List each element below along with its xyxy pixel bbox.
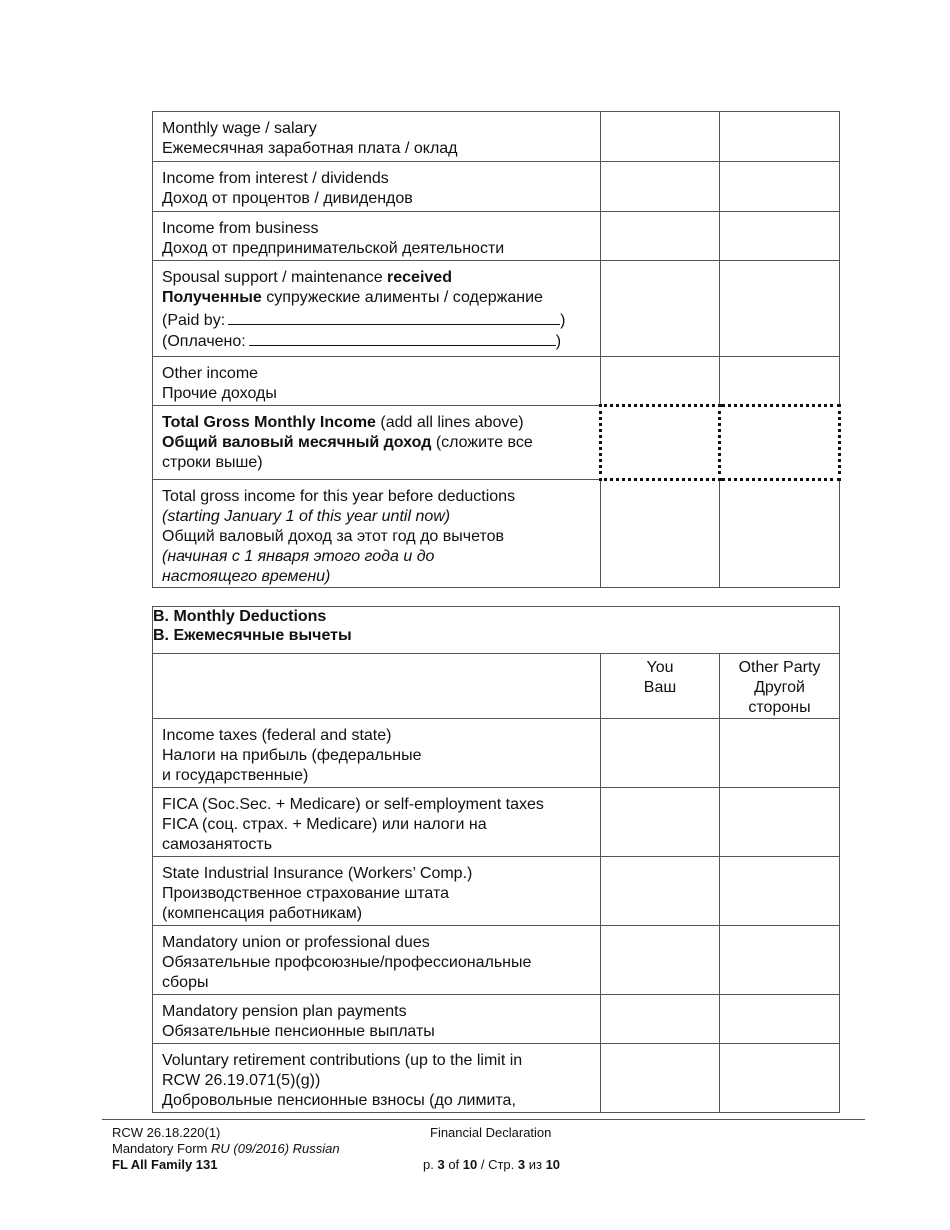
label-ru: Прочие доходы (162, 385, 277, 402)
label-en: Income from business (162, 220, 319, 237)
other-party-amount-cell[interactable] (720, 719, 840, 788)
label-en-bold: received (387, 269, 452, 286)
label-line: Voluntary retirement contributions (up to the limit in (162, 1052, 523, 1069)
table-row (153, 926, 840, 995)
other-party-amount-cell[interactable] (720, 926, 840, 995)
table-row (153, 480, 840, 588)
label-ru-cont: строки выше) (162, 454, 263, 471)
footer-divider (102, 1119, 865, 1120)
you-total-cell[interactable] (601, 406, 720, 480)
label-line: Mandatory pension plan payments (162, 1003, 407, 1020)
paid-by-field[interactable] (228, 310, 560, 325)
label-ru-bold: Полученные (162, 289, 262, 306)
col-you-en: You (646, 659, 674, 676)
table-row (153, 162, 840, 212)
row-label (153, 162, 601, 212)
other-party-amount-cell[interactable] (720, 995, 840, 1044)
row-label (153, 1044, 601, 1113)
footer-form-version: RU (09/2016) Russian (210, 1141, 340, 1156)
label-en: Monthly wage / salary (162, 120, 317, 137)
table-row-total (153, 406, 840, 480)
blank-header-cell (153, 654, 601, 719)
label-line: сборы (162, 974, 209, 991)
label-line: Обязательные пенсионные выплаты (162, 1023, 435, 1040)
row-label (153, 112, 601, 162)
row-label (153, 212, 601, 261)
you-amount-cell[interactable] (601, 162, 720, 212)
you-amount-cell[interactable] (601, 719, 720, 788)
label-ru-italic: (начиная с 1 января этого года и до (162, 548, 435, 565)
other-party-total-cell[interactable] (720, 406, 840, 480)
income-table (152, 111, 841, 588)
table-row (153, 857, 840, 926)
table-row (153, 1044, 840, 1113)
table-row (153, 719, 840, 788)
col-you-ru: Ваш (643, 679, 677, 696)
you-amount-cell[interactable] (601, 480, 720, 588)
col-header-other-party (720, 654, 840, 719)
you-amount-cell[interactable] (601, 261, 720, 357)
label-ru: Доход от предпринимательской деятельности (162, 240, 505, 257)
label-ru: Доход от процентов / дивидендов (162, 190, 413, 207)
label-en-bold: Total Gross Monthly Income (162, 414, 376, 431)
footer-mandatory-label: Mandatory Form (112, 1141, 211, 1156)
label-line: и государственные) (162, 767, 309, 784)
label-ru: Общий валовый доход за этот год до вычетов (162, 528, 505, 545)
footer-mandatory-form (112, 1141, 340, 1157)
label-ru: супружеские алименты / содержание (261, 289, 543, 306)
table-row (153, 357, 840, 406)
footer-rcw: RCW 26.18.220(1) (112, 1125, 221, 1140)
you-amount-cell[interactable] (601, 357, 720, 406)
section-title-ru: B. Ежемесячные вычеты (153, 627, 352, 644)
label-en: Other income (162, 365, 259, 382)
other-party-amount-cell[interactable] (720, 112, 840, 162)
table-row (153, 788, 840, 857)
you-amount-cell[interactable] (601, 1044, 720, 1113)
paid-by-field-ru[interactable] (249, 331, 556, 346)
other-party-amount-cell[interactable] (720, 788, 840, 857)
other-party-amount-cell[interactable] (720, 480, 840, 588)
section-title (153, 607, 840, 654)
label-line: самозанятость (162, 836, 273, 853)
paren: ) (560, 312, 566, 329)
you-amount-cell[interactable] (601, 212, 720, 261)
row-label (153, 995, 601, 1044)
other-party-amount-cell[interactable] (720, 162, 840, 212)
row-label (153, 788, 601, 857)
you-amount-cell[interactable] (601, 857, 720, 926)
label-ru: Ежемесячная заработная плата / оклад (162, 140, 458, 157)
table-row (153, 112, 840, 162)
label-ru-italic: настоящего времени) (162, 568, 331, 585)
section-header (153, 607, 840, 654)
label-line: FICA (Soc.Sec. + Medicare) or self-employment taxes (162, 796, 544, 813)
label-line: Налоги на прибыль (федеральные (162, 747, 422, 764)
paid-by-label: (Paid by: (162, 312, 226, 329)
row-label (153, 406, 601, 480)
label-en: Spousal support / maintenance (162, 269, 388, 286)
row-label (153, 261, 601, 357)
label-line: Производственное страхование штата (162, 885, 449, 902)
deductions-table (152, 606, 840, 1113)
paren: ) (555, 333, 562, 350)
footer-doc-title: Financial Declaration (430, 1125, 552, 1140)
label-line: Income taxes (federal and state) (162, 727, 392, 744)
section-title-en: B. Monthly Deductions (153, 608, 327, 625)
label-line: RCW 26.19.071(5)(g)) (162, 1072, 321, 1089)
col-other-ru: стороны (748, 699, 811, 716)
label-line: Добровольные пенсионные взносы (до лимита, (162, 1092, 516, 1109)
other-party-amount-cell[interactable] (720, 261, 840, 357)
label-en: Income from interest / dividends (162, 170, 389, 187)
you-amount-cell[interactable] (601, 926, 720, 995)
label-en-italic: (starting January 1 of this year until now) (162, 508, 451, 525)
row-label (153, 480, 601, 588)
table-row (153, 261, 840, 357)
col-header-you (601, 654, 720, 719)
label-en: (add all lines above) (375, 414, 524, 431)
footer-form-id: FL All Family 131 (112, 1157, 218, 1172)
table-row (153, 212, 840, 261)
label-line: State Industrial Insurance (Workers’ Comp.) (162, 865, 473, 882)
you-amount-cell[interactable] (601, 112, 720, 162)
col-other-ru: Другой (754, 679, 805, 696)
other-party-amount-cell[interactable] (720, 1044, 840, 1113)
you-amount-cell[interactable] (601, 995, 720, 1044)
label-en: Total gross income for this year before deductions (162, 488, 516, 505)
row-label (153, 719, 601, 788)
row-label (153, 357, 601, 406)
row-label (153, 857, 601, 926)
label-ru-bold: Общий валовый месячный доход (162, 434, 432, 451)
row-label (153, 926, 601, 995)
other-party-amount-cell[interactable] (720, 212, 840, 261)
you-amount-cell[interactable] (601, 788, 720, 857)
label-ru: (сложите все (431, 434, 533, 451)
label-line: FICA (соц. страх. + Medicare) или налоги на (162, 816, 487, 833)
label-line: Обязательные профсоюзные/профессиональные (162, 954, 532, 971)
table-row (153, 995, 840, 1044)
label-line: Mandatory union or professional dues (162, 934, 430, 951)
footer-page-number: p. 3 of 10 / Стр. 3 из 10 (423, 1157, 561, 1172)
paid-by-label-ru: (Оплачено: (162, 333, 246, 350)
other-party-amount-cell[interactable] (720, 857, 840, 926)
label-line: (компенсация работникам) (162, 905, 363, 922)
other-party-amount-cell[interactable] (720, 357, 840, 406)
column-header-row (153, 654, 840, 719)
col-other-en: Other Party (738, 659, 821, 676)
